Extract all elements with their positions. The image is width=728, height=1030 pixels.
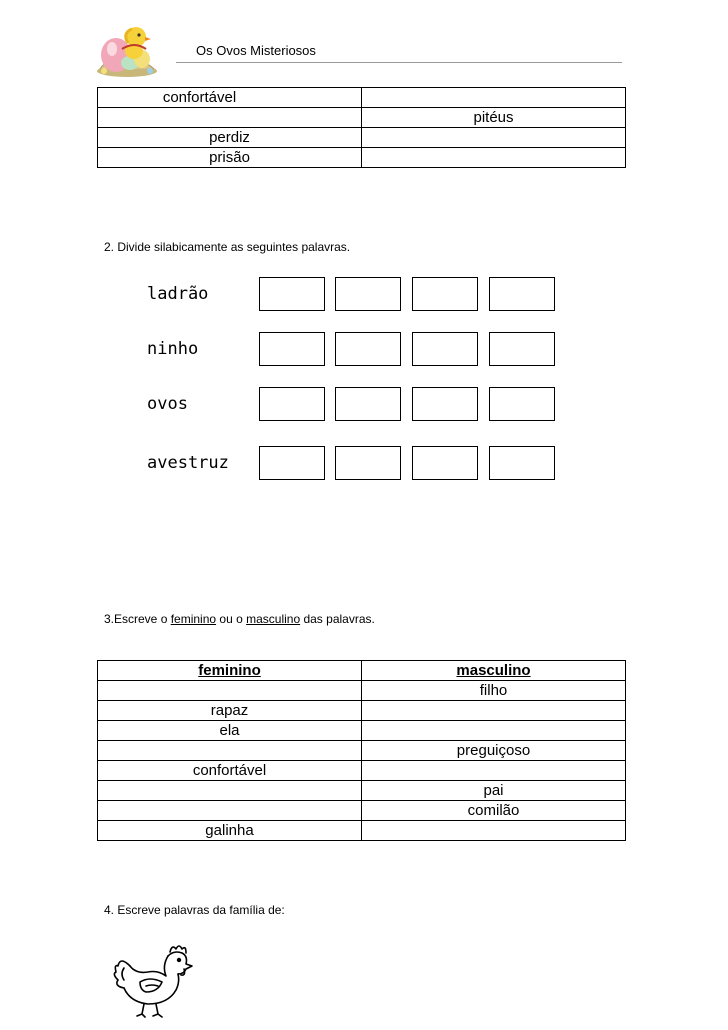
header-title: Os Ovos Misteriosos bbox=[196, 43, 316, 58]
section-3-text: ou o bbox=[216, 612, 247, 626]
cell-text: confortável bbox=[162, 89, 237, 106]
syllable-box[interactable] bbox=[335, 387, 401, 421]
syllable-box[interactable] bbox=[259, 387, 325, 421]
cell-text: confortável bbox=[192, 762, 267, 779]
table-cell[interactable] bbox=[362, 681, 626, 701]
table-row bbox=[98, 148, 626, 168]
section-3-feminino: feminino bbox=[170, 612, 217, 626]
table-row bbox=[98, 761, 626, 781]
syllable-box[interactable] bbox=[335, 277, 401, 311]
table-header-cell bbox=[362, 661, 626, 681]
table-cell[interactable] bbox=[98, 108, 362, 128]
syllable-box[interactable] bbox=[412, 446, 478, 480]
syllable-box[interactable] bbox=[412, 277, 478, 311]
table-cell[interactable] bbox=[98, 701, 362, 721]
hen-drawing-icon bbox=[112, 942, 196, 1018]
cell-text: pai bbox=[483, 782, 504, 799]
cell-text: ela bbox=[219, 722, 240, 739]
syllable-box[interactable] bbox=[335, 446, 401, 480]
table-row bbox=[98, 741, 626, 761]
cell-text: pitéus bbox=[473, 109, 514, 126]
table-cell[interactable] bbox=[362, 128, 626, 148]
syllable-word: ovos bbox=[147, 394, 188, 414]
syllable-box[interactable] bbox=[259, 277, 325, 311]
table-row bbox=[98, 108, 626, 128]
syllable-word: ninho bbox=[147, 339, 199, 359]
table-header-cell bbox=[98, 661, 362, 681]
cell-text: filho bbox=[479, 682, 508, 699]
table-cell[interactable] bbox=[98, 821, 362, 841]
table-cell[interactable] bbox=[362, 741, 626, 761]
table-cell[interactable] bbox=[362, 821, 626, 841]
table-cell[interactable] bbox=[362, 88, 626, 108]
header-masculino: masculino bbox=[456, 662, 531, 679]
table-header-row bbox=[98, 661, 626, 681]
table-cell[interactable] bbox=[98, 681, 362, 701]
section-3-text: 3.Escreve o bbox=[104, 612, 171, 626]
cell-text: galinha bbox=[205, 822, 254, 839]
header-feminino: feminino bbox=[198, 662, 261, 679]
table-row bbox=[98, 721, 626, 741]
header-divider bbox=[176, 62, 622, 63]
table-cell[interactable] bbox=[362, 721, 626, 741]
syllable-box[interactable] bbox=[489, 332, 555, 366]
table-cell[interactable] bbox=[98, 721, 362, 741]
table-row bbox=[98, 88, 626, 108]
table-cell[interactable] bbox=[98, 128, 362, 148]
table-cell[interactable] bbox=[362, 701, 626, 721]
table-cell[interactable] bbox=[98, 741, 362, 761]
table-cell[interactable] bbox=[98, 801, 362, 821]
section-3-text: das palavras. bbox=[300, 612, 375, 626]
syllable-box[interactable] bbox=[335, 332, 401, 366]
cell-text: preguiçoso bbox=[456, 742, 531, 759]
section-3-masculino: masculino bbox=[246, 612, 301, 626]
cell-text: perdiz bbox=[209, 129, 250, 146]
table-row bbox=[98, 701, 626, 721]
table-cell[interactable] bbox=[98, 781, 362, 801]
table-cell[interactable] bbox=[98, 148, 362, 168]
table-cell[interactable] bbox=[362, 781, 626, 801]
section-4-title: 4. Escreve palavras da família de: bbox=[104, 903, 285, 917]
syllable-box[interactable] bbox=[412, 332, 478, 366]
easter-chick-eggs-icon bbox=[94, 19, 160, 79]
vocabulary-table bbox=[97, 87, 626, 168]
cell-text: comilão bbox=[467, 802, 520, 819]
table-cell[interactable] bbox=[362, 148, 626, 168]
table-row bbox=[98, 781, 626, 801]
cell-text: prisão bbox=[209, 149, 250, 166]
syllable-box[interactable] bbox=[489, 277, 555, 311]
syllable-box[interactable] bbox=[412, 387, 478, 421]
table-cell[interactable] bbox=[98, 88, 362, 108]
section-2-title: 2. Divide silabicamente as seguintes palavras. bbox=[104, 240, 351, 254]
syllable-word: avestruz bbox=[147, 453, 229, 473]
table-cell[interactable] bbox=[362, 761, 626, 781]
table-row bbox=[98, 821, 626, 841]
syllable-box[interactable] bbox=[489, 446, 555, 480]
table-row bbox=[98, 801, 626, 821]
table-cell[interactable] bbox=[362, 108, 626, 128]
syllable-box[interactable] bbox=[259, 446, 325, 480]
syllable-box[interactable] bbox=[259, 332, 325, 366]
table-cell[interactable] bbox=[362, 801, 626, 821]
table-row bbox=[98, 128, 626, 148]
table-row bbox=[98, 681, 626, 701]
cell-text: rapaz bbox=[210, 702, 249, 719]
table-cell[interactable] bbox=[98, 761, 362, 781]
syllable-word: ladrão bbox=[147, 284, 209, 304]
syllable-box[interactable] bbox=[489, 387, 555, 421]
section-3-title bbox=[104, 612, 375, 626]
gender-table bbox=[97, 660, 626, 841]
